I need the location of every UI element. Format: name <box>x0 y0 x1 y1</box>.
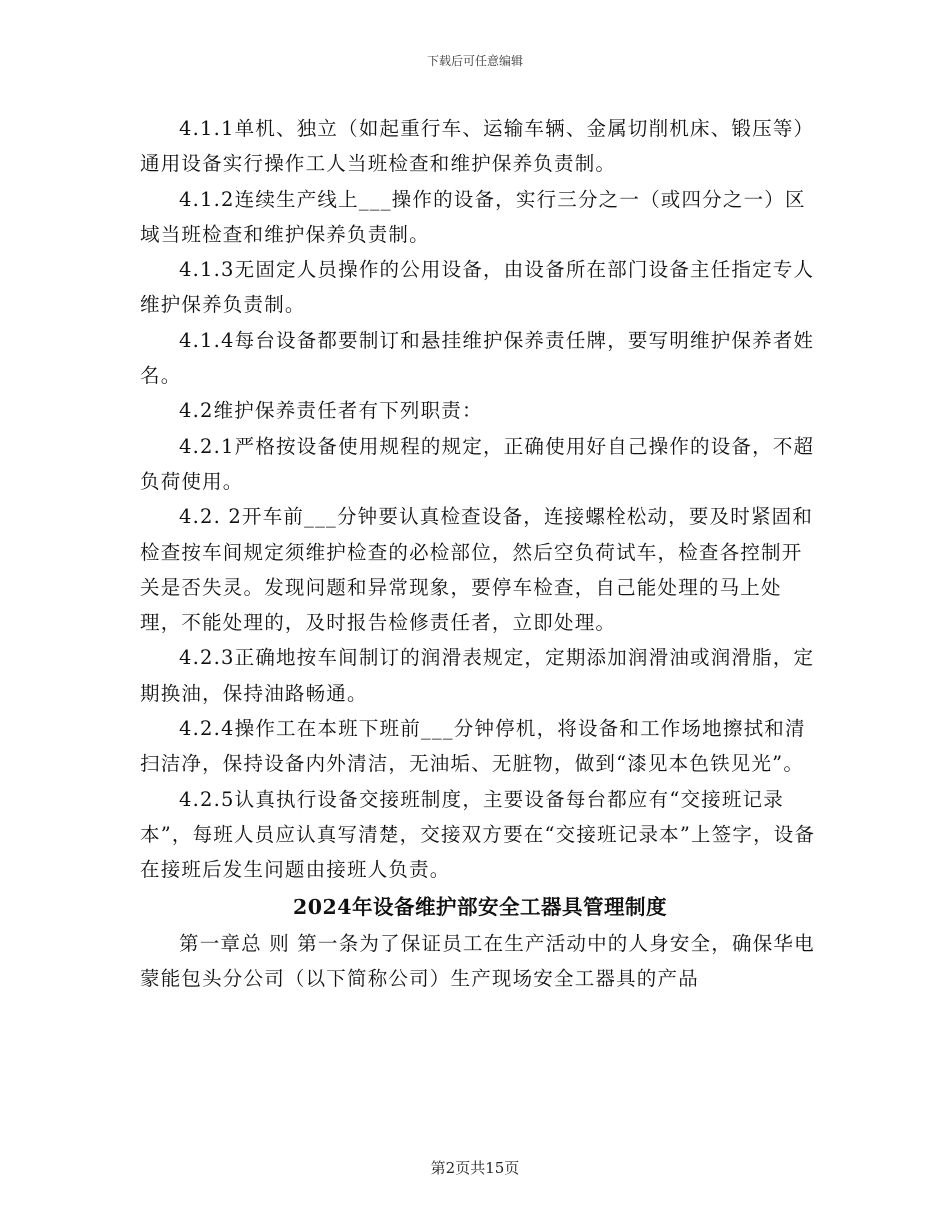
paragraph-4-2-1: 4.2.1严格按设备使用规程的规定，正确使用好自己操作的设备，不超负荷使用。 <box>140 434 815 493</box>
paragraph-4-1-4: 4.1.4每台设备都要制订和悬挂维护保养责任牌，要写明维护保养者姓名。 <box>140 328 815 388</box>
paragraph-4-1-3: 4.1.3无固定人员操作的公用设备，由设备所在部门设备主任指定专人维护保养负责制。 <box>140 258 815 317</box>
paragraph-4-2-5: 4.2.5认真执行设备交接班制度，主要设备每台都应有“交接班记录本”，每班人员应认真写清楚，交接双方要在“交接班记录本”上签字，设备在接班后发生问题由接班人负责。 <box>140 787 816 882</box>
paragraph-4-2: 4.2维护保养责任者有下列职责： <box>179 399 483 423</box>
paragraph-4-1-2: 4.1.2连续生产线上___操作的设备，实行三分之一（或四分之一）区域当班检查和维护保养负责制。 <box>140 187 806 246</box>
paragraph-4-1-1: 4.1.1单机、独立（如起重行车、运输车辆、金属切削机床、锻压等）通用设备实行操作工人当班检查和维护保养负责制。 <box>140 117 815 176</box>
document-title: 2024年设备维护部安全工器具管理制度 <box>292 894 668 919</box>
paragraph-4-2-4: 4.2.4操作工在本班下班前___分钟停机，将设备和工作场地擦拭和清扫洁净，保持设备内外清洁，无油垢、无脏物，做到“漆见本色铁见光”。 <box>140 717 806 776</box>
document-body <box>140 111 820 996</box>
page-footer: 第2页共15页 <box>430 1159 520 1177</box>
paragraph-4-2-3: 4.2.3正确地按车间制订的润滑表规定，定期添加润滑油或润滑脂，定期换油，保持油路畅通。 <box>140 646 815 705</box>
paragraph-4-2-2: 4.2. 2开车前___分钟要认真检查设备，连接螺栓松动，要及时紧固和检查按车间规定须维护检查的必检部位，然后空负荷试车，检查各控制开关是否失灵。发现问题和异常现象，要停车检查，自己能处理的马上处理，不能处理的，及时报告检修责任者，立即处理。 <box>140 505 814 635</box>
chapter-one-paragraph: 第一章总 则 第一条为了保证员工在生产活动中的人身安全，确保华电蒙能包头分公司（以下简称公司）生产现场安全工器具的产品 <box>140 931 815 990</box>
page-header: 下载后可任意编辑 <box>426 54 523 68</box>
